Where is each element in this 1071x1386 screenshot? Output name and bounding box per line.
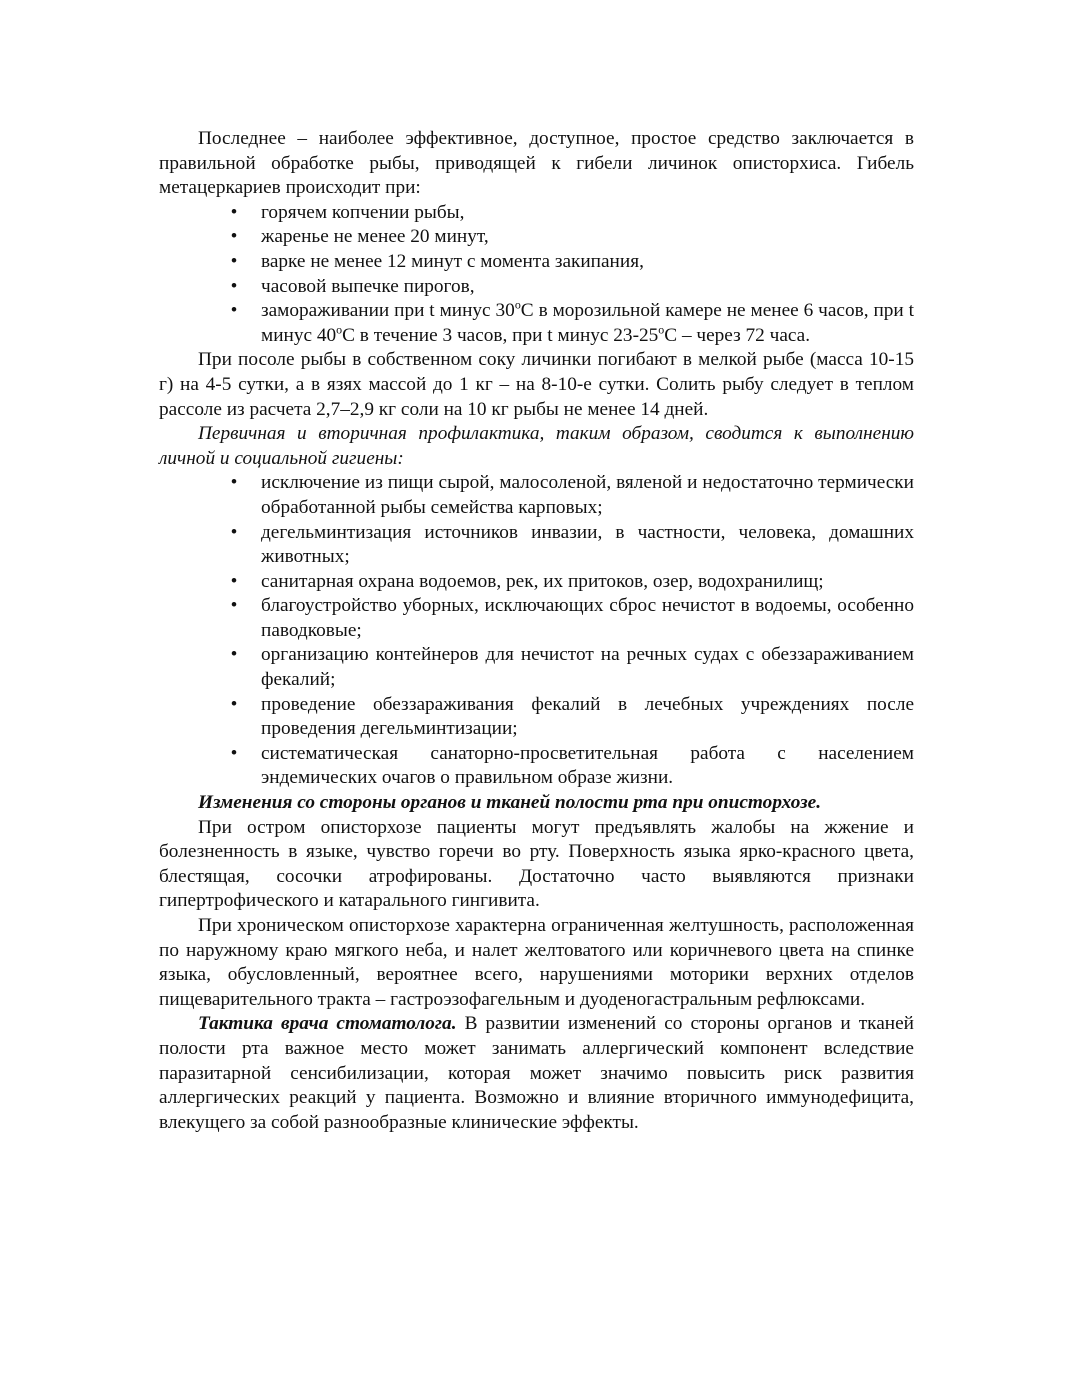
bullet-icon: • <box>230 742 238 764</box>
list-item: • дегельминтизация источников инвазии, в частности, человека, домашних животных; <box>230 521 914 568</box>
list-item: • горячем копчении рыбы, <box>159 201 914 226</box>
list-item-freezing: • замораживании при t минус 30$^o$C в морозильной камере не менее 6 часов, при t минус 40$^o$C в течение 3 часов, при t минус 23-25$^o$C – через 72 часа. <box>230 297 914 346</box>
bullet-icon: • <box>230 275 238 297</box>
bullet-icon: • <box>230 300 238 322</box>
degree-sup: o <box>658 322 665 337</box>
bullet-icon: • <box>230 250 238 272</box>
section-heading: Изменения со стороны органов и тканей полости рта при описторхозе. <box>198 792 822 814</box>
bullet-icon: • <box>230 201 238 223</box>
paragraph-dentist-tactics: Тактика врача стоматолога. В развитии изменений со стороны органов и тканей полости рта важное место может занимать аллергический компонент вследствие паразитарной сенсибилизации, которая может значимо повысить риск развития аллергических реакций у пациента. Возможно и влияние вторичного иммунодефицита, влекущего за собой разнообразные клинические эффекты. <box>159 1013 914 1133</box>
bullet-icon: • <box>230 521 238 543</box>
list-item: • варке не менее 12 минут с момента закипания, <box>159 250 914 275</box>
paragraph-lead: Тактика врача стоматолога. <box>198 1013 457 1035</box>
bullet-icon: • <box>230 693 238 715</box>
bullet-icon: • <box>230 472 238 494</box>
paragraph-salting: При посоле рыбы в собственном соку личинки погибают в мелкой рыбе (масса 10-15 г) на 4-5 сутки, а в язях массой до 1 кг – на 8-10-е сутки. Солить рыбу следует в теплом рассоле из расчета 2,7–2,9 кг соли на 10 кг рыбы не менее 14 дней. <box>159 349 914 420</box>
bullet-icon: • <box>230 570 238 592</box>
list-item: • жаренье не менее 20 минут, <box>159 225 914 250</box>
document-page <box>159 127 914 1135</box>
list-item: • проведение обеззараживания фекалий в лечебных учреждениях после проведения дегельминтизации; <box>230 693 914 740</box>
paragraph-prevention-intro: Первичная и вторичная профилактика, таким образом, сводится к выполнению личной и социальной гигиены: <box>159 423 914 469</box>
bullet-icon: • <box>230 226 238 248</box>
bullet-icon: • <box>230 595 238 617</box>
list-item: • исключение из пищи сырой, малосоленой, вяленой и недостаточно термически обработанной рыбы семейства карповых; <box>230 472 914 518</box>
paragraph-acute: При остром описторхозе пациенты могут предъявлять жалобы на жжение и болезненность в языке, чувство горечи во рту. Поверхность языка ярко-красного цвета, блестящая, сосочки атрофированы. Достаточно часто выявляются признаки гипертрофического и катарального гингивита. <box>159 816 914 912</box>
list-item: • благоустройство уборных, исключающих сброс нечистот в водоемы, особенно паводковые; <box>230 595 914 641</box>
list-fish-processing <box>159 201 914 349</box>
list-item: • санитарная охрана водоемов, рек, их притоков, озер, водохранилищ; <box>159 570 914 595</box>
list-item: • организацию контейнеров для нечистот на речных судах с обеззараживанием фекалий; <box>230 644 914 691</box>
degree-sup: o <box>336 322 343 337</box>
list-item: • систематическая санаторно-просветительная работа с населением эндемических очагов о правильном образе жизни. <box>230 742 914 789</box>
bullet-icon: • <box>230 644 238 666</box>
paragraph-chronic: При хроническом описторхозе характерна ограниченная желтушность, расположенная по наружному краю мягкого неба, и налет желтоватого или коричневого цвета на спинке языка, обусловленный, вероятнее всего, нарушениями моторики верхних отделов пищеварительного тракта – гастроэзофагельным и дуоденогастральным рефлюксами. <box>159 915 914 1010</box>
degree-sup: o <box>514 297 521 312</box>
list-item: • часовой выпечке пирогов, <box>159 275 914 300</box>
list-prevention <box>159 471 914 791</box>
paragraph-processing-intro: Последнее – наиболее эффективное, доступное, простое средство заключается в правильной обработке рыбы, приводящей к гибели личинок описторхиса. Гибель метацеркариев происходит при: <box>159 128 914 199</box>
